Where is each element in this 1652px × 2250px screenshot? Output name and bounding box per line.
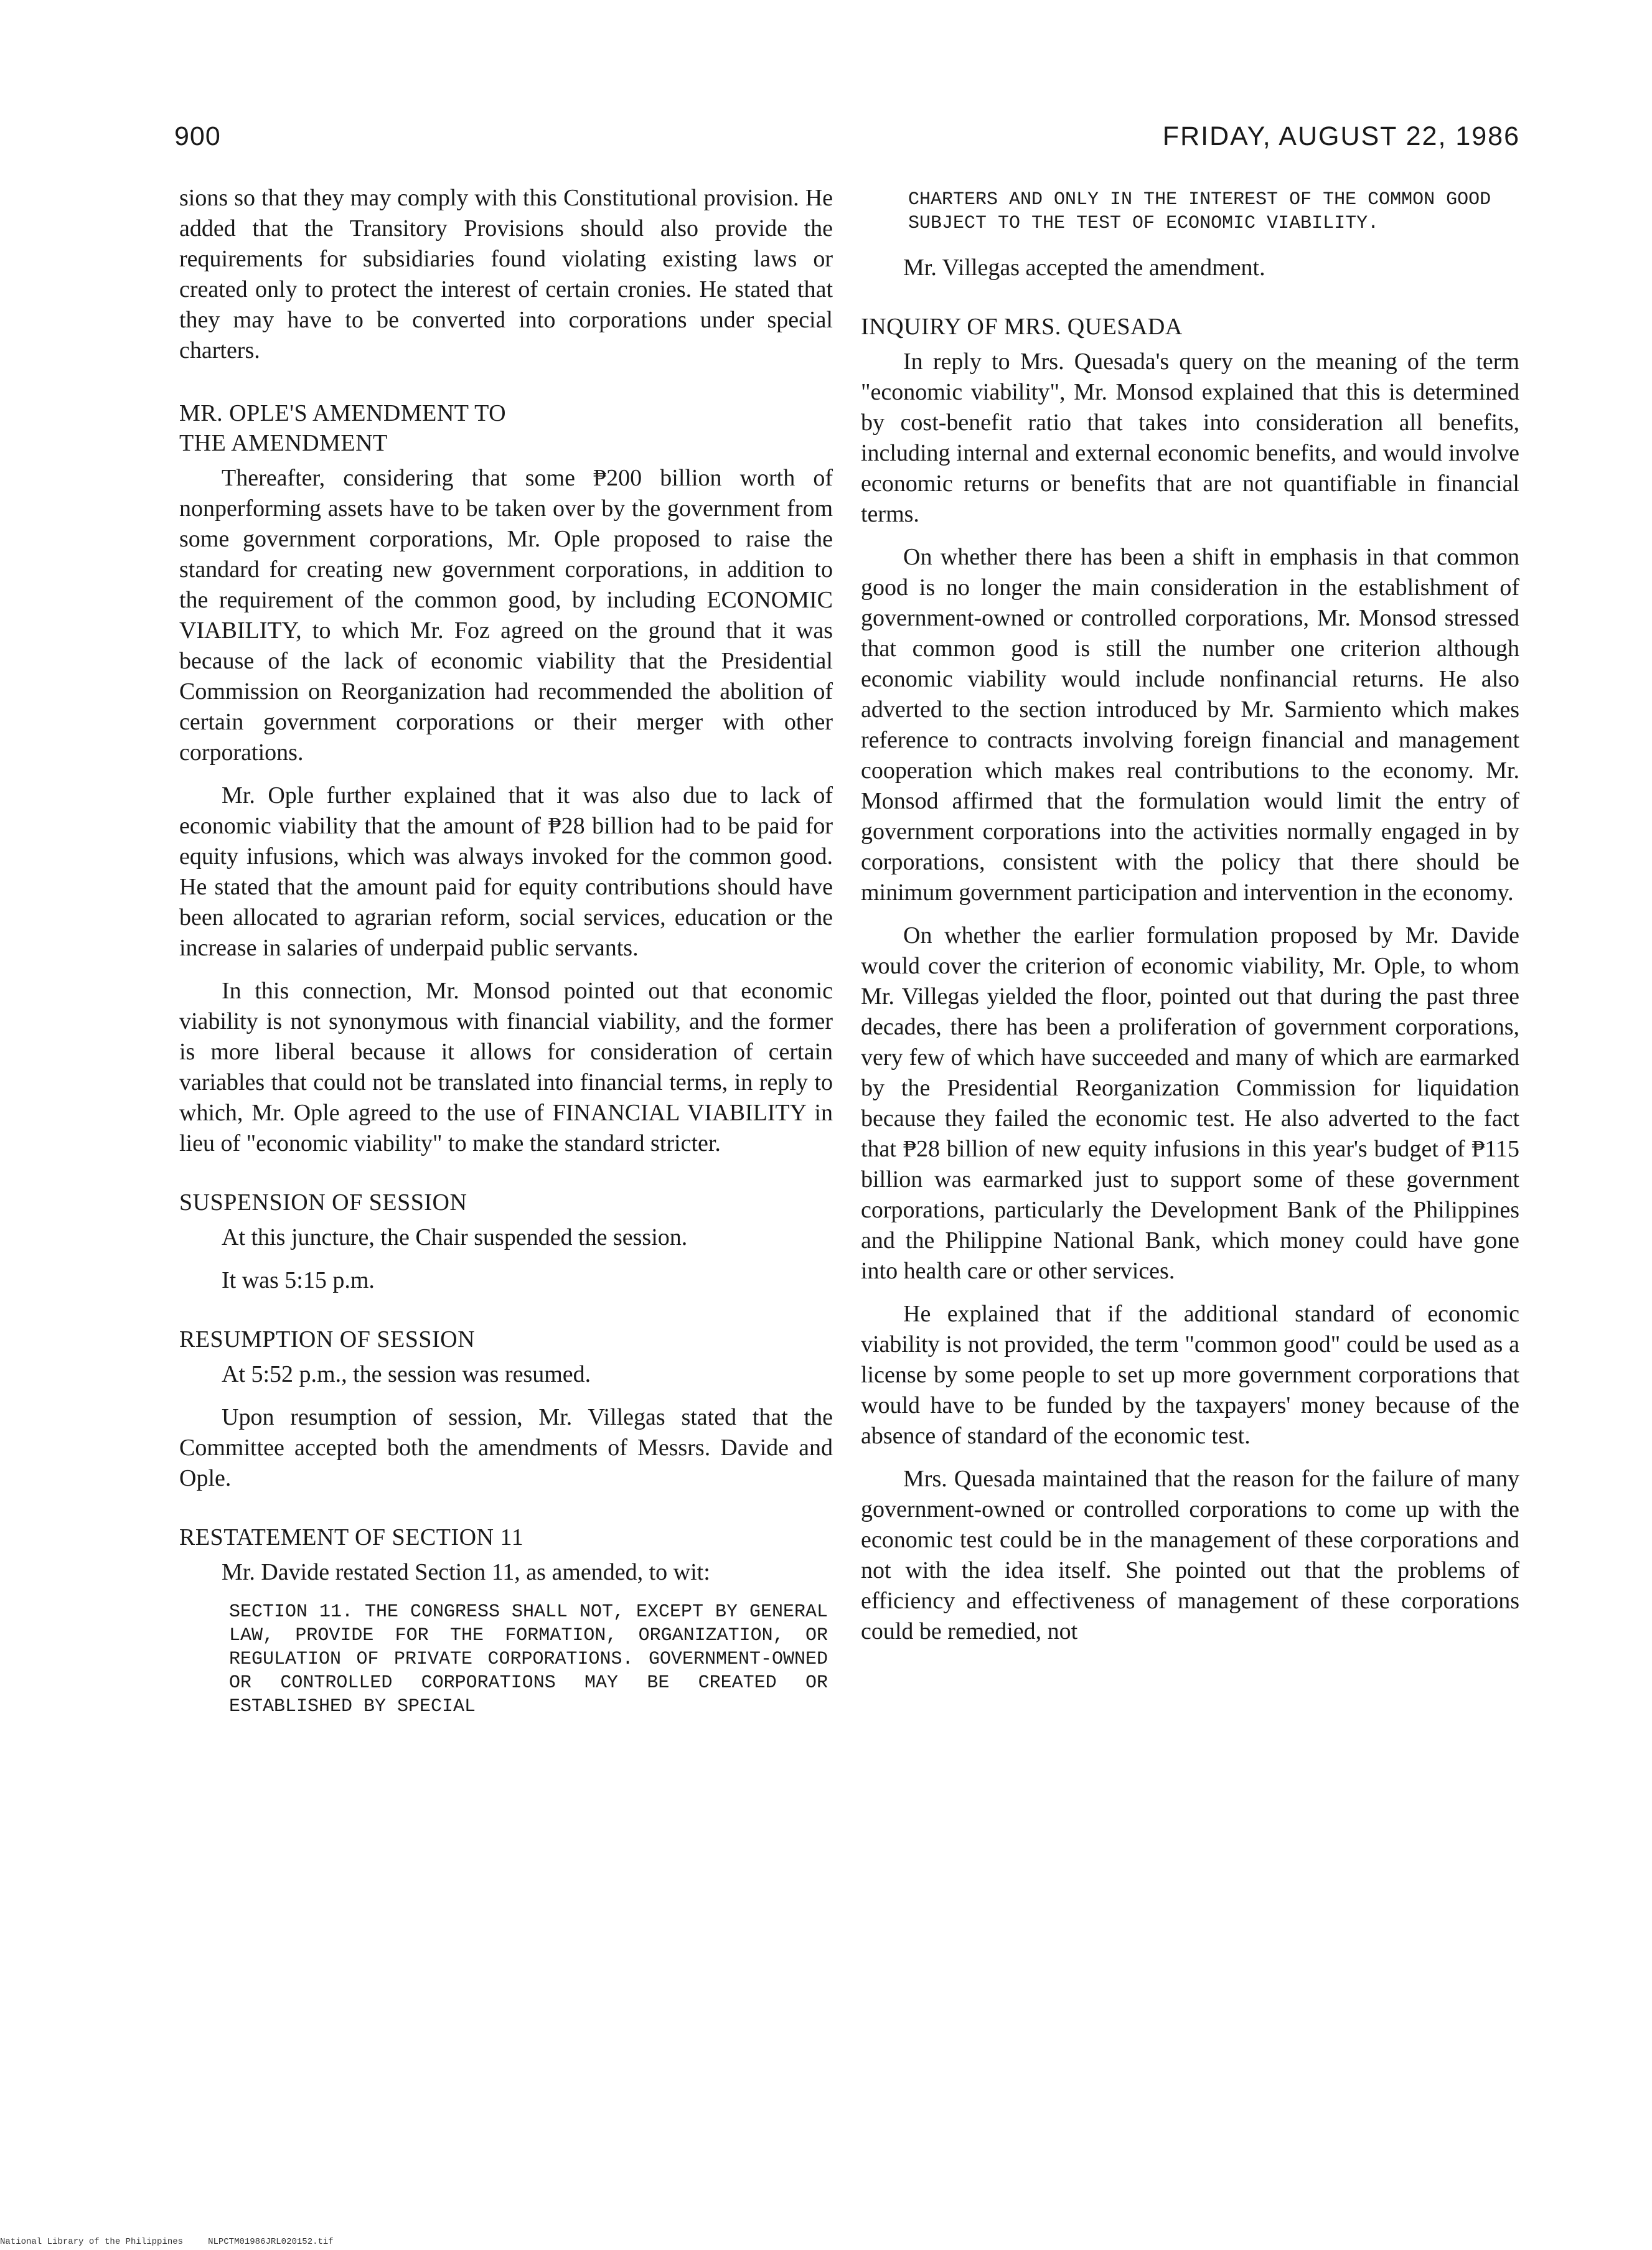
paragraph: Mr. Villegas accepted the amendment. xyxy=(903,255,1265,281)
section-heading: RESTATEMENT OF SECTION 11 xyxy=(179,1524,524,1550)
library-name: National Library of the Philippines xyxy=(0,2237,184,2247)
paragraph: In reply to Mrs. Quesada's query on the meaning of the term "economic viability", Mr. Monsod explained that this is determined by cost-benefit ratio that takes into consideration all benefits, including internal and external economic benefits, and would involve economic returns or benefits that are not quantifiable in financial terms. xyxy=(861,349,1519,527)
paragraph: At 5:52 p.m., the session was resumed. xyxy=(222,1361,591,1387)
paragraph: Mr. Davide restated Section 11, as amended, to wit: xyxy=(222,1559,710,1585)
paragraph: On whether the earlier formulation proposed by Mr. Davide would cover the criterion of economic viability, Mr. Ople, to whom Mr. Villegas yielded the floor, pointed out that during the past three decades, there has been a proliferation of government corporations, very few of which have succeeded and many of which are earmarked by the Presidential Reorganization Commission for liquidation because they failed the economic test. He also adverted to the fact that ₱28 billion of new equity infusions in this year's budget of ₱115 billion was earmarked just to support some of these government corporations, particularly the Development Bank of the Philippines and the Philippine National Bank, which money could have gone into health care or other services. xyxy=(861,922,1519,1284)
page-number: 900 xyxy=(174,121,221,151)
paragraph: On whether there has been a shift in emphasis in that common good is no longer the main consideration in the establishment of government-owned or controlled corporations, Mr. Monsod stressed that common good is still the number one criterion although economic viability would include nonfinancial returns. He also adverted to the section introduced by Mr. Sarmiento which makes reference to contracts involving foreign financial and management cooperation which makes real contributions to the economy. Mr. Monsod affirmed that the formulation would limit the entry of government corporations into the activities normally engaged in by corporations, consistent with the policy that there should be minimum government participation and intervention in the economy. xyxy=(861,544,1519,906)
paragraph: sions so that they may comply with this Constitutional provision. He added that the Transitory Provisions should also provide the requirements for subsidiaries found violating existing laws or created only to protect the interest of certain cronies. He stated that they may have to be converted into corporations under special charters. xyxy=(179,185,833,363)
paragraph: Mrs. Quesada maintained that the reason for the failure of many government-owned or controlled corporations to come up with the economic test could be in the management of these corporations and not with the idea itself. She pointed out that the problems of efficiency and effectiveness of management of these corporations could be remedied, not xyxy=(861,1466,1519,1644)
paragraph: He explained that if the additional standard of economic viability is not provided, the term "common good" could be used as a license by some people to set up more government corporations that would have to be funded by the taxpayers' money because of the absence of standard of the economic test. xyxy=(861,1301,1519,1449)
section-heading: INQUIRY OF MRS. QUESADA xyxy=(861,314,1183,340)
page-date: FRIDAY, AUGUST 22, 1986 xyxy=(1162,121,1520,151)
paragraph: Mr. Ople further explained that it was also due to lack of economic viability that the amount of ₱28 billion had to be paid for equity infusions, which was always invoked for the common good. He stated that the amount paid for equity contributions should have been allocated to agrarian reform, social services, education or the increase in salaries of underpaid public servants. xyxy=(179,782,833,961)
paragraph: It was 5:15 p.m. xyxy=(222,1267,375,1293)
paragraph: Thereafter, considering that some ₱200 billion worth of nonperforming assets have to be taken over by the government from some government corporations, Mr. Ople proposed to raise the standard for creating new government corporations, in addition to the requirement of the common good, by including ECONOMIC VIABILITY, to which Mr. Foz agreed on the ground that it was because of the lack of economic viability that the Presidential Commission on Reorganization had recommended the abolition of certain government corporations or their merger with other corporations. xyxy=(179,465,833,766)
section-heading xyxy=(179,398,833,458)
paragraph: Upon resumption of session, Mr. Villegas stated that the Committee accepted both the amendments of Messrs. Davide and Ople. xyxy=(179,1404,833,1491)
section-quote-continued: CHARTERS AND ONLY IN THE INTEREST OF THE COMMON GOOD SUBJECT TO THE TEST OF ECONOMIC VIABILITY. xyxy=(908,189,1491,234)
section-quote: SECTION 11. THE CONGRESS SHALL NOT, EXCEPT BY GENERAL LAW, PROVIDE FOR THE FORMATION, ORGANIZATION, OR REGULATION OF PRIVATE CORPORATIONS. GOVERNMENT-OWNED OR CONTROLLED CORPORATIONS MAY BE CREATED OR ESTABLISHED BY SPECIAL xyxy=(229,1601,828,1717)
section-heading: SUSPENSION OF SESSION xyxy=(179,1189,467,1216)
heading-line: THE AMENDMENT xyxy=(179,430,388,456)
paragraph: In this connection, Mr. Monsod pointed out that economic viability is not synonymous with financial viability, and the former is more liberal because it allows for consideration of certain variables that could not be translated into financial terms, in reply to which, Mr. Ople agreed to the use of FINANCIAL VIABILITY in lieu of "economic viability" to make the standard stricter. xyxy=(179,978,833,1156)
paragraph: At this juncture, the Chair suspended the session. xyxy=(222,1224,688,1250)
scan-footer xyxy=(0,2237,359,2247)
right-column xyxy=(861,188,1519,1659)
heading-line: MR. OPLE'S AMENDMENT TO xyxy=(179,400,507,426)
left-column xyxy=(179,183,833,1731)
file-name: NLPCTM01986JRL020152.tif xyxy=(208,2237,334,2247)
section-heading: RESUMPTION OF SESSION xyxy=(179,1326,476,1352)
